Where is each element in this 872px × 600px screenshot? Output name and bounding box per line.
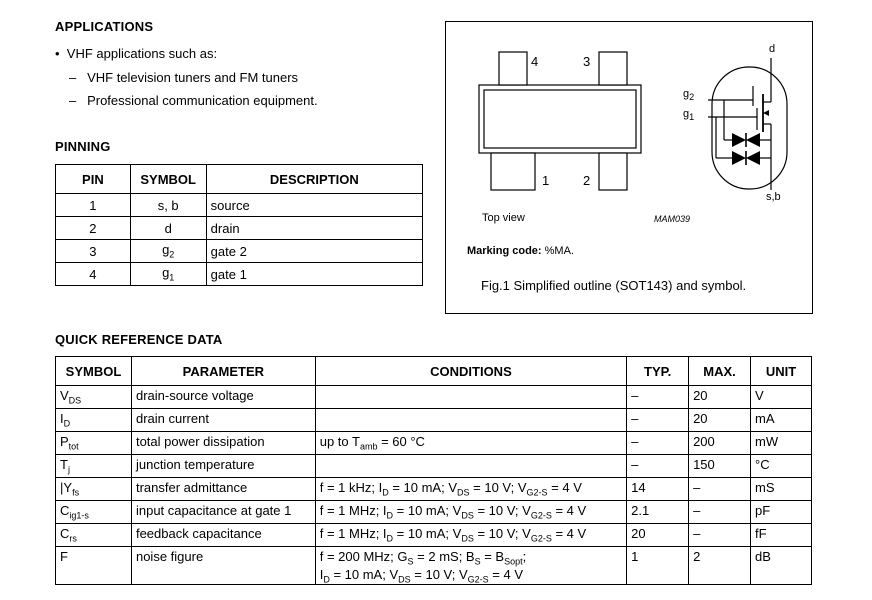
conditions-cell: f = 1 kHz; $I_D = 10$ mA; $V_{DS} = 10$ V; $V_{G2-S} = 4$ V <box>315 478 626 501</box>
pin-description: gate 2 <box>206 240 422 263</box>
max-cell: – <box>689 524 751 547</box>
unit-cell: mA <box>751 409 812 432</box>
quick-reference-heading: QUICK REFERENCE DATA <box>55 332 223 347</box>
conditions-cell <box>315 386 626 409</box>
conditions-cell: f = 1 MHz; $I_D = 10$ mA; $V_{DS} = 10$ V; $V_{G2-S} = 4$ V <box>315 524 626 547</box>
bullet-dot: • <box>55 46 60 61</box>
table-row <box>56 501 812 524</box>
pin-label-2: 2 <box>583 173 591 188</box>
dash-marker: – <box>69 70 77 85</box>
typ-cell: 14 <box>627 478 689 501</box>
unit-cell: V <box>751 386 812 409</box>
symbol-label-gate2: $g_2$ <box>683 88 695 103</box>
symbol-label-drain: d <box>769 43 776 55</box>
symbol-cell: $C_{rs}$ <box>56 524 132 547</box>
unit-cell: dB <box>751 547 812 585</box>
table-row <box>56 386 812 409</box>
pin-number: 2 <box>56 217 131 240</box>
max-cell: – <box>689 478 751 501</box>
pin-label-3: 3 <box>583 54 591 69</box>
applications-bullet: • VHF applications such as: <box>55 46 218 61</box>
table-row <box>56 547 812 585</box>
typ-cell: 20 <box>627 524 689 547</box>
parameter-cell: input capacitance at gate 1 <box>131 501 315 524</box>
max-cell: 2 <box>689 547 751 585</box>
symbol-cell: F <box>56 547 132 585</box>
quick-reference-table <box>55 356 812 585</box>
typ-cell: – <box>627 432 689 455</box>
table-row <box>56 240 423 263</box>
unit-cell: °C <box>751 455 812 478</box>
pin-label-4: 4 <box>531 54 539 69</box>
pin-symbol: d <box>130 217 206 240</box>
table-header-row <box>56 165 423 194</box>
column-header: PARAMETER <box>131 357 315 386</box>
unit-cell: mW <box>751 432 812 455</box>
typ-cell: – <box>627 386 689 409</box>
table-row <box>56 194 423 217</box>
symbol-label-source: s,b <box>766 191 781 203</box>
parameter-cell: junction temperature <box>131 455 315 478</box>
table-row <box>56 409 812 432</box>
typ-cell: – <box>627 409 689 432</box>
pinning-table <box>55 164 423 286</box>
package-outline-diagram <box>446 22 812 313</box>
pinning-heading: PINNING <box>55 139 111 154</box>
column-header: PIN <box>56 165 131 194</box>
pin-symbol: $g_1$ <box>130 263 206 286</box>
max-cell: 20 <box>689 386 751 409</box>
column-header: SYMBOL <box>130 165 206 194</box>
typ-cell: – <box>627 455 689 478</box>
applications-heading: APPLICATIONS <box>55 19 154 34</box>
table-row <box>56 455 812 478</box>
parameter-cell: transfer admittance <box>131 478 315 501</box>
column-header: UNIT <box>751 357 812 386</box>
table-row <box>56 263 423 286</box>
conditions-cell: f = 200 MHz; $G_S = 2$ mS; $B_S = B_{Sopt}$; $I_D = 10$ mA; $V_{DS} = 10$ V; $V_{G2-S} = 4$ V <box>315 547 626 585</box>
parameter-cell: total power dissipation <box>131 432 315 455</box>
unit-cell: pF <box>751 501 812 524</box>
pin-description: source <box>206 194 422 217</box>
conditions-cell: up to $T_{amb} = 60$ °C <box>315 432 626 455</box>
column-header: CONDITIONS <box>315 357 626 386</box>
pin-number: 1 <box>56 194 131 217</box>
conditions-cell <box>315 455 626 478</box>
parameter-cell: drain-source voltage <box>131 386 315 409</box>
pin-symbol: s, b <box>130 194 206 217</box>
pin-symbol: $g_2$ <box>130 240 206 263</box>
typ-cell: 2.1 <box>627 501 689 524</box>
pin-label-1: 1 <box>542 173 550 188</box>
top-view-label: Top view <box>482 212 525 224</box>
table-header-row <box>56 357 812 386</box>
conditions-cell: f = 1 MHz; $I_D = 10$ mA; $V_{DS} = 10$ V; $V_{G2-S} = 4$ V <box>315 501 626 524</box>
table-row <box>56 217 423 240</box>
symbol-label-gate1: $g_1$ <box>683 108 695 123</box>
dash-marker: – <box>69 93 77 108</box>
pin-description: gate 1 <box>206 263 422 286</box>
unit-cell: fF <box>751 524 812 547</box>
drawing-code: MAM039 <box>654 214 691 224</box>
column-header: TYP. <box>627 357 689 386</box>
symbol-cell: $I_D$ <box>56 409 132 432</box>
symbol-cell: $C_{ig1-s}$ <box>56 501 132 524</box>
parameter-cell: feedback capacitance <box>131 524 315 547</box>
table-row <box>56 524 812 547</box>
figure-box <box>445 21 813 314</box>
conditions-cell <box>315 409 626 432</box>
column-header: DESCRIPTION <box>206 165 422 194</box>
applications-sub-item: – Professional communication equipment. <box>69 93 318 108</box>
unit-cell: mS <box>751 478 812 501</box>
pin-number: 4 <box>56 263 131 286</box>
max-cell: 20 <box>689 409 751 432</box>
marking-code: Marking code: %MA. <box>467 245 574 257</box>
applications-sub-item: – VHF television tuners and FM tuners <box>69 70 299 85</box>
column-header: SYMBOL <box>56 357 132 386</box>
symbol-cell: $P_{tot}$ <box>56 432 132 455</box>
symbol-cell: $V_{DS}$ <box>56 386 132 409</box>
table-row <box>56 432 812 455</box>
symbol-cell: $|Y_{fs}$ <box>56 478 132 501</box>
figure-caption: Fig.1 Simplified outline (SOT143) and symbol. <box>481 278 747 293</box>
table-row <box>56 478 812 501</box>
column-header: MAX. <box>689 357 751 386</box>
pin-number: 3 <box>56 240 131 263</box>
typ-cell: 1 <box>627 547 689 585</box>
max-cell: 200 <box>689 432 751 455</box>
max-cell: 150 <box>689 455 751 478</box>
parameter-cell: noise figure <box>131 547 315 585</box>
max-cell: – <box>689 501 751 524</box>
symbol-cell: $T_j$ <box>56 455 132 478</box>
parameter-cell: drain current <box>131 409 315 432</box>
pin-description: drain <box>206 217 422 240</box>
